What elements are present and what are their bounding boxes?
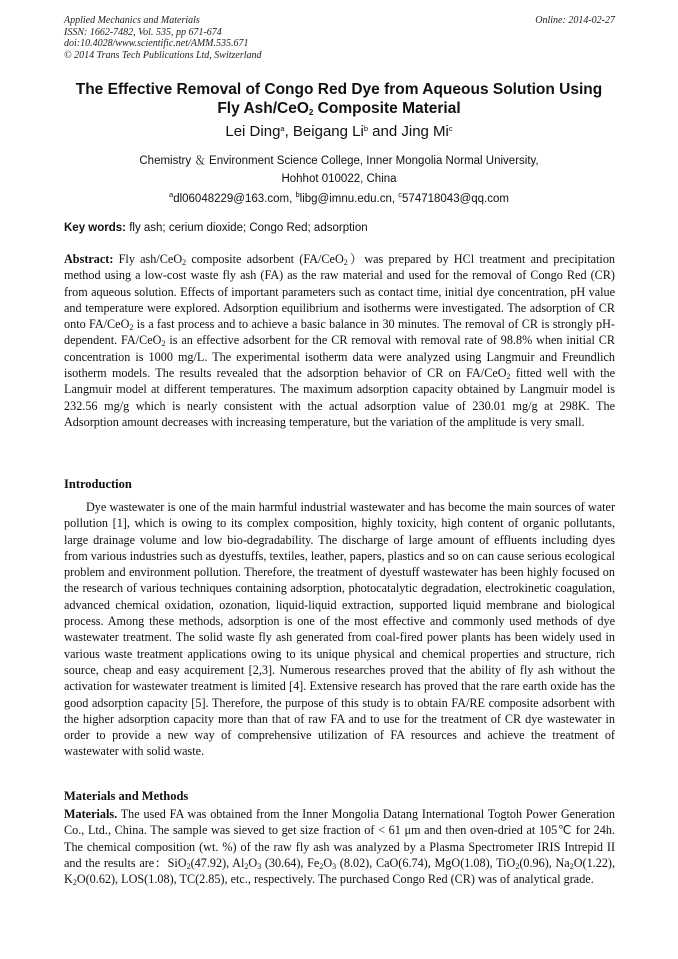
author-emails	[50, 190, 628, 205]
email-sup: a	[169, 190, 174, 199]
issn-line: ISSN: 1662-7482, Vol. 535, pp 671-674	[64, 26, 222, 38]
author-name: Lei Ding	[225, 123, 281, 140]
email-link[interactable]: 574718043@qq.com	[402, 193, 509, 205]
title-part: Fly Ash/CeO	[217, 100, 309, 117]
methods-text: (8.02), CaO(6.74), MgO(1.08), TiO	[336, 855, 516, 870]
email-sup: b	[295, 190, 300, 199]
abstract	[64, 251, 615, 430]
methods-text: The used FA was obtained from the Inner Mongolia Datang International Togtoh Power Generation Co., Ltd., China. The sample was sieved to get size fraction of < 61 μm and then oven-dried at 105℃ for 24h. The chemical composition (wt. %) of the raw fly ash was analyzed by a Plasma Spectrometer IRIS Intrepid II and the results are：SiO	[64, 807, 615, 870]
introduction-text: Dye wastewater is one of the main harmful industrial wastewater and has become the main sources of water pollution [1], which is owing to its complex composition, highly toxicity, high content of organic pollutants, large drainage volume and low bio-degradability. The discharge of large amount of effluents including dyes from various industries such as dyestuffs, textiles, leather, papers, plastics and so on can cause serious ecological problem and environment pollution. Therefore, the treatment of dyestuff wastewater has been highly focused on the research of various techniques containing adsorption, photocatalytic degradation, electrokinetic coagulation, advanced chemical oxidation, ozonation, liquid-liquid extraction, supported liquid membrane and biological process. Among these methods, adsorption is one of the most effective and commonly used methods of dye wastewater treatment. The solid waste fly ash generated from coal-fired power plants has been widely used in various waste treatment applications owing to its unique physical and chemical properties and structure, rich source, cheap and easy acquirement [2,3]. Numerous researches proved that the ability of fly ash without the activation for wastewater treatment is limited [4]. Extensive research has proved that the rare earth oxide has the good adsorption capacity [5]. Therefore, the purpose of this study is to obtain FA/RE composite adsorbent with the higher adsorption capacity more than that of raw FA and to use for the treatment of CR dye wastewater in order to provide a new way of comprehensive utilization of FA resources and achieve the treatment of wastewater with solid waste.	[64, 500, 615, 759]
author-name: and Jing Mi	[368, 123, 449, 140]
title-line-2	[50, 99, 628, 118]
introduction-body	[64, 499, 615, 760]
methods-text: (47.92), Al	[190, 855, 245, 870]
introduction-heading: Introduction	[64, 477, 132, 491]
author-list	[50, 123, 628, 140]
journal-name: Applied Mechanics and Materials	[64, 15, 200, 26]
email-sup: c	[398, 190, 403, 199]
author-name: , Beigang Li	[284, 123, 364, 140]
methods-text: (0.96), Na	[519, 855, 570, 870]
paper-title	[50, 80, 628, 118]
methods-body	[64, 806, 615, 887]
copyright-line: © 2014 Trans Tech Publications Ltd, Switzerland	[64, 49, 262, 61]
methods-text: O	[323, 855, 333, 870]
online-date: Online: 2014-02-27	[535, 15, 615, 26]
subscript: 2	[182, 258, 187, 267]
subscript: 2	[319, 861, 324, 871]
subscript: 2	[506, 372, 511, 382]
affiliation-line-2: Hohhot 010022, China	[281, 173, 397, 185]
methods-text: O(0.62), LOS(1.08), TC(2.85), etc., respectively. The purchased Congo Red (CR) was of analytical grade.	[76, 872, 594, 887]
methods-heading: Materials and Methods	[64, 789, 189, 803]
subscript: 2	[569, 861, 574, 871]
materials-label: Materials.	[64, 807, 118, 821]
doi-line: doi:10.4028/www.scientific.net/AMM.535.671	[64, 38, 249, 49]
abstract-text: Fly ash/CeO	[113, 252, 183, 266]
abstract-text: composite adsorbent (FA/CeO	[186, 252, 344, 266]
subscript: 2	[343, 258, 348, 267]
methods-text: O(1.22), K	[64, 855, 616, 887]
methods-text: (30.64), Fe	[261, 855, 320, 870]
title-line-1: The Effective Removal of Congo Red Dye from Aqueous Solution Using	[75, 81, 603, 98]
affiliation-line-1: Chemistry ＆ Environment Science College, Inner Mongolia Normal University,	[139, 155, 539, 167]
abstract-text: is a fast process and to achieve a basic balance in 30 minutes. The removal of CR is strongly pH-dependent. FA/CeO	[64, 317, 615, 348]
subscript: 2	[186, 861, 191, 871]
title-part: Composite Material	[313, 100, 461, 117]
subscript: 3	[257, 861, 262, 871]
author-sup: a	[280, 124, 285, 133]
methods-text: O	[248, 855, 258, 870]
subscript: 2	[72, 878, 77, 888]
subscript: 2	[129, 323, 134, 333]
journal-header	[64, 15, 262, 61]
subscript: 2	[244, 861, 249, 871]
keywords-text: fly ash; cerium dioxide; Congo Red; adsorption	[126, 222, 368, 234]
abstract-text: ）was prepared by HCl treatment and precipitation method using a low-cost waste fly ash (FA) as the raw material and used for the removal of Congo Red (CR) from aqueous solution. Effects of important parameters such as contact time, initial dye concentration, pH value and temperature were explored. Adsorption equilibrium and isotherms were investigated. The adsorption of CR onto FA/CeO	[64, 252, 616, 332]
abstract-text: fitted well with the Langmuir model at different temperatures. The maximum adsorption capacity obtained by Langmuir model is 232.56 mg/g which is nearly consistent with the actual adsorption value of 230.01 mg/g at 298K. The Adsorption amount decreases with increasing temperature, but the variation of the amplitude is very small.	[64, 366, 615, 429]
author-sup: c	[448, 124, 453, 133]
author-sup: b	[363, 124, 368, 133]
email-link[interactable]: dl06048229@163.com,	[173, 193, 296, 205]
subscript: 2	[515, 861, 520, 871]
abstract-text: is an effective adsorbent for the CR removal with removal rate of 98.8% when initial CR concentration is 1000 mg/L. The experimental isotherm data were analyzed using Langmuir and Freundlich isotherm models. The results revealed that the adsorption behavior of CR on FA/CeO	[64, 333, 616, 381]
title-subscript: 2	[308, 108, 314, 117]
abstract-label: Abstract:	[64, 252, 114, 266]
keywords-label: Key words:	[64, 222, 126, 234]
keywords	[64, 222, 368, 234]
subscript: 2	[161, 339, 166, 349]
email-link[interactable]: libg@imnu.edu.cn,	[299, 193, 399, 205]
subscript: 3	[332, 861, 337, 871]
